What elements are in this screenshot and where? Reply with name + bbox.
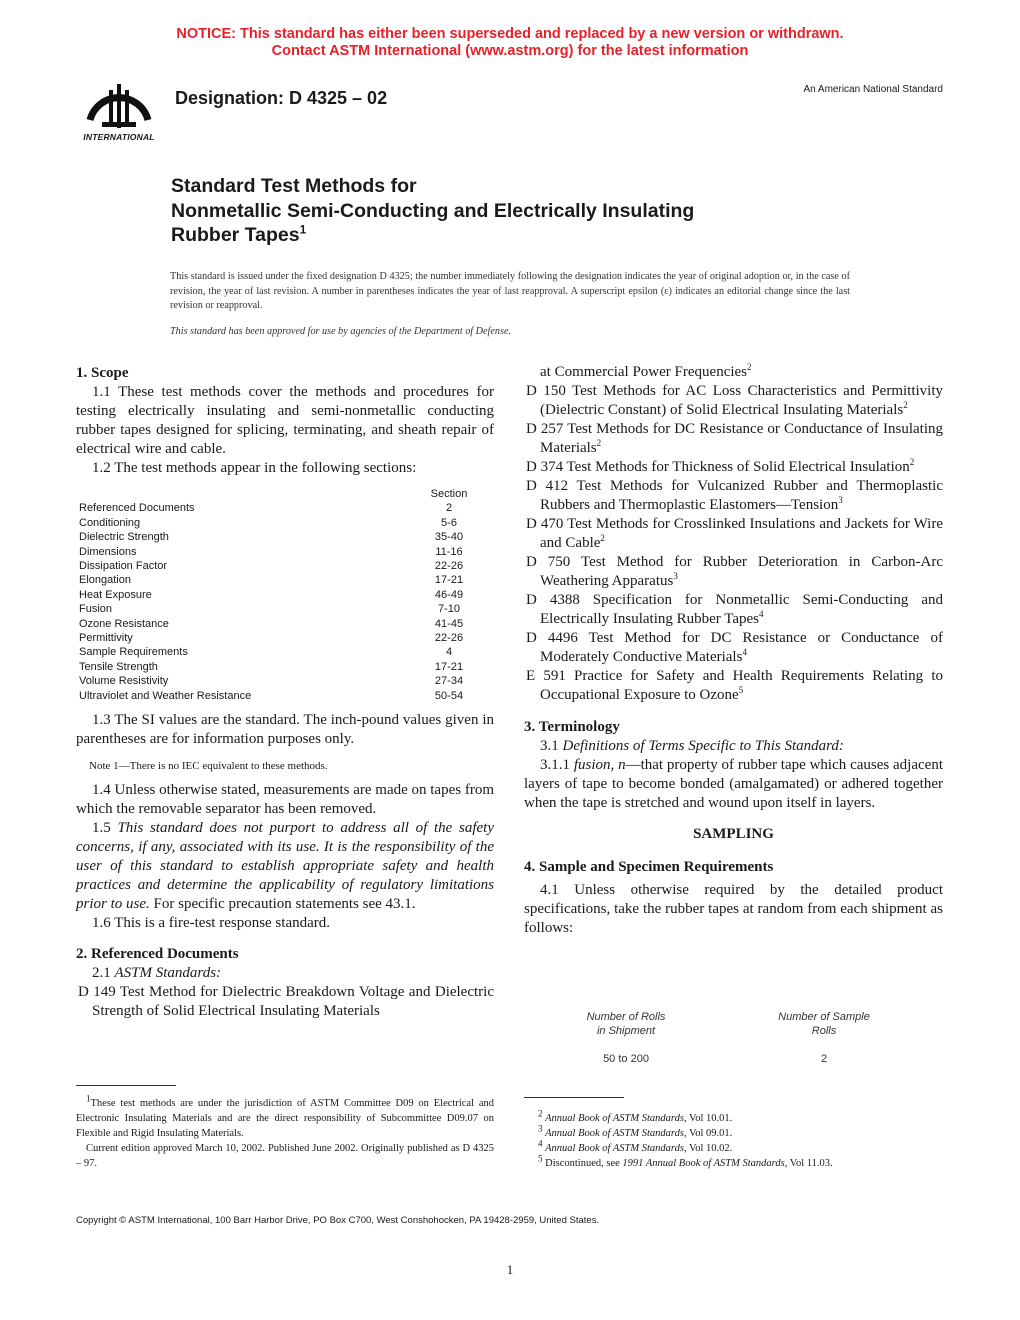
table-row: Ultraviolet and Weather Resistance 50-54: [79, 689, 464, 702]
footnote-rule-left: [76, 1085, 176, 1086]
ref-e591: E 591 Practice for Safety and Health Requirements Relating to Occupational Exposure to Ozone$^5$: [526, 668, 943, 703]
table-row: Dissipation Factor 22-26: [79, 560, 464, 573]
table-row: Volume Resistivity 27-34: [79, 675, 464, 688]
scope-continued-2: [76, 781, 494, 1021]
para-4-1: 4.1 Unless otherwise required by the detailed product specifications, take the rubber tapes at random from each shipment as follows:: [524, 882, 943, 936]
dod-approval: This standard has been approved for use by agencies of the Department of Defense.: [170, 326, 512, 337]
footnote-1: $^1$These test methods are under the jurisdiction of ASTM Committee D09 on Electrical and Electronic Insulating Materials and are the direct responsibility of Subcommittee D09.07 on Flexible and Rigid Insulating Materials. Current edition approved March 10, 2002. Published June 2002. Originally published as D 4325 – 97.: [76, 1093, 494, 1169]
scope-section: [76, 364, 494, 478]
copyright: Copyright © ASTM International, 100 Barr Harbor Drive, PO Box C700, West Conshohocken, PA 19428-2959, United States.: [76, 1215, 600, 1226]
sections-table: [79, 487, 479, 703]
ref-d149: D 149 Test Method for Dielectric Breakdown Voltage and Dielectric Strength of Solid Electrical Insulating Materials: [78, 984, 494, 1019]
sampling-table: [560, 1010, 920, 1066]
ref-d257: D 257 Test Methods for DC Resistance or Conductance of Insulating Materials$^2$: [526, 421, 943, 456]
sampling-col-1-header: Number of Rolls in Shipment: [586, 1011, 666, 1037]
table-row: Fusion 7-10: [79, 603, 461, 616]
refdocs-heading: 2. Referenced Documents: [76, 946, 239, 962]
table-row: Heat Exposure 46-49: [79, 588, 464, 601]
para-1-1: 1.1 These test methods cover the methods and procedures for testing electrically insulating and semi-nonmetallic conducting rubber tapes designed for splicing, terminating, and sheath repair of electrical wire and cable.: [76, 384, 494, 457]
refdocs-continued: [524, 363, 943, 938]
footnote-2: $^2$ Annual Book of ASTM Standards, Vol 10.01.: [538, 1108, 733, 1124]
note-1: Note 1—There is no IEC equivalent to these methods.: [89, 760, 328, 772]
notice-line-1: NOTICE: This standard has either been superseded and replaced by a new version or withdrawn.: [176, 26, 844, 42]
table-row: Dielectric Strength 35-40: [79, 531, 464, 544]
section-4-heading: 4. Sample and Specimen Requirements: [524, 859, 774, 875]
national-standard-label: An American National Standard: [803, 84, 943, 95]
terminology-heading: 3. Terminology: [524, 719, 620, 735]
logo-text: INTERNATIONAL: [83, 132, 155, 142]
title-line-3: Rubber Tapes: [171, 224, 300, 246]
scope-continued: [76, 711, 494, 749]
ref-d150: D 150 Test Methods for AC Loss Characteristics and Permittivity (Dielectric Constant) of Solid Electrical Insulating Materials$^2$: [526, 383, 943, 418]
footnotes-right: [538, 1108, 938, 1171]
document-title: [171, 174, 694, 248]
notice-line-2: Contact ASTM International (www.astm.org) for the latest information: [271, 43, 749, 59]
table-row: Conditioning 5-6: [79, 516, 457, 529]
ref-d470: D 470 Test Methods for Crosslinked Insulations and Jackets for Wire and Cable$^2$: [526, 516, 943, 551]
para-1-5: 1.5 This standard does not purport to address all of the safety concerns, if any, associated with its use. It is the responsibility of the user of this standard to establish appropriate safety and health practices and determine the applicability of regulatory limitations prior to use. For specific precaution statements see 43.1.: [76, 820, 495, 912]
table-row: Elongation 17-21: [79, 574, 464, 587]
para-3-1: 3.1 Definitions of Terms Specific to This Standard:: [540, 738, 844, 754]
ref-d4496: D 4496 Test Method for DC Resistance or Conductance of Moderately Conductive Materials$^4$: [526, 630, 943, 665]
table-row: Tensile Strength 17-21: [79, 660, 464, 673]
footnote-4: $^4$ Annual Book of ASTM Standards, Vol 10.02.: [538, 1138, 733, 1154]
footnote-3: $^3$ Annual Book of ASTM Standards, Vol 09.01.: [538, 1123, 733, 1139]
ref-d750: D 750 Test Method for Rubber Deterioration in Carbon-Arc Weathering Apparatus$^3$: [526, 554, 943, 589]
title-line-1: Standard Test Methods for: [171, 175, 417, 197]
footnote-5: $^5$ Discontinued, see 1991 Annual Book of ASTM Standards, Vol 11.03.: [538, 1153, 833, 1169]
table-row: Permittivity 22-26: [79, 632, 464, 645]
designation: Designation: D 4325 – 02: [175, 88, 388, 108]
para-3-1-1: 3.1.1 fusion, n—that property of rubber tape which causes adjacent layers of tape to become bonded (amalgamated) or adhered together when the tape is stretched and wound upon itself in layers.: [524, 757, 943, 811]
section-column-header: Section: [430, 488, 468, 500]
table-row: Ozone Resistance 41-45: [79, 617, 464, 630]
ref-d374: D 374 Test Methods for Thickness of Solid Electrical Insulation$^2$: [526, 457, 915, 475]
withdrawal-notice: [0, 26, 1020, 60]
table-row: Sample Requirements 4: [79, 646, 453, 659]
title-footnote-mark: 1: [299, 222, 307, 237]
para-1-3: 1.3 The SI values are the standard. The inch-pound values given in parentheses are for information purposes only.: [76, 712, 494, 747]
para-1-6: 1.6 This is a fire-test response standard.: [92, 915, 331, 931]
ref-d149-continued: at Commercial Power Frequencies$^2$: [540, 362, 752, 380]
sampling-col-2-header: Number of Sample Rolls: [778, 1011, 870, 1037]
astm-logo: [78, 76, 160, 148]
title-line-2: Nonmetallic Semi-Conducting and Electrically Insulating: [171, 199, 695, 222]
para-1-2: 1.2 The test methods appear in the following sections:: [92, 460, 417, 476]
footnote-rule-right: [524, 1097, 624, 1098]
table-row: Dimensions 11-16: [79, 545, 463, 558]
table-row: 50 to 200 2: [603, 1053, 828, 1065]
ref-d4388: D 4388 Specification for Nonmetallic Semi-Conducting and Electrically Insulating Rubber Tapes$^4$: [526, 592, 943, 627]
page-number: 1: [506, 1262, 514, 1277]
scope-heading: 1. Scope: [76, 365, 129, 381]
issue-statement: This standard is issued under the fixed designation D 4325; the number immediately following the designation indicates the year of original adoption or, in the case of revision, the year of last revision. A number in parentheses indicates the year of last reapproval. A superscript epsilon (ε) indicates an editorial change since the last revision or reapproval.: [170, 271, 850, 311]
sampling-heading: SAMPLING: [693, 826, 774, 842]
table-row: Referenced Documents 2: [79, 502, 453, 515]
ref-d412: D 412 Test Methods for Vulcanized Rubber and Thermoplastic Rubbers and Thermoplastic Elastomers—Tension$^3$: [526, 478, 943, 513]
para-1-4: 1.4 Unless otherwise stated, measurements are made on tapes from which the removable separator has been removed.: [76, 782, 494, 817]
para-2-1: 2.1 ASTM Standards:: [92, 965, 222, 981]
